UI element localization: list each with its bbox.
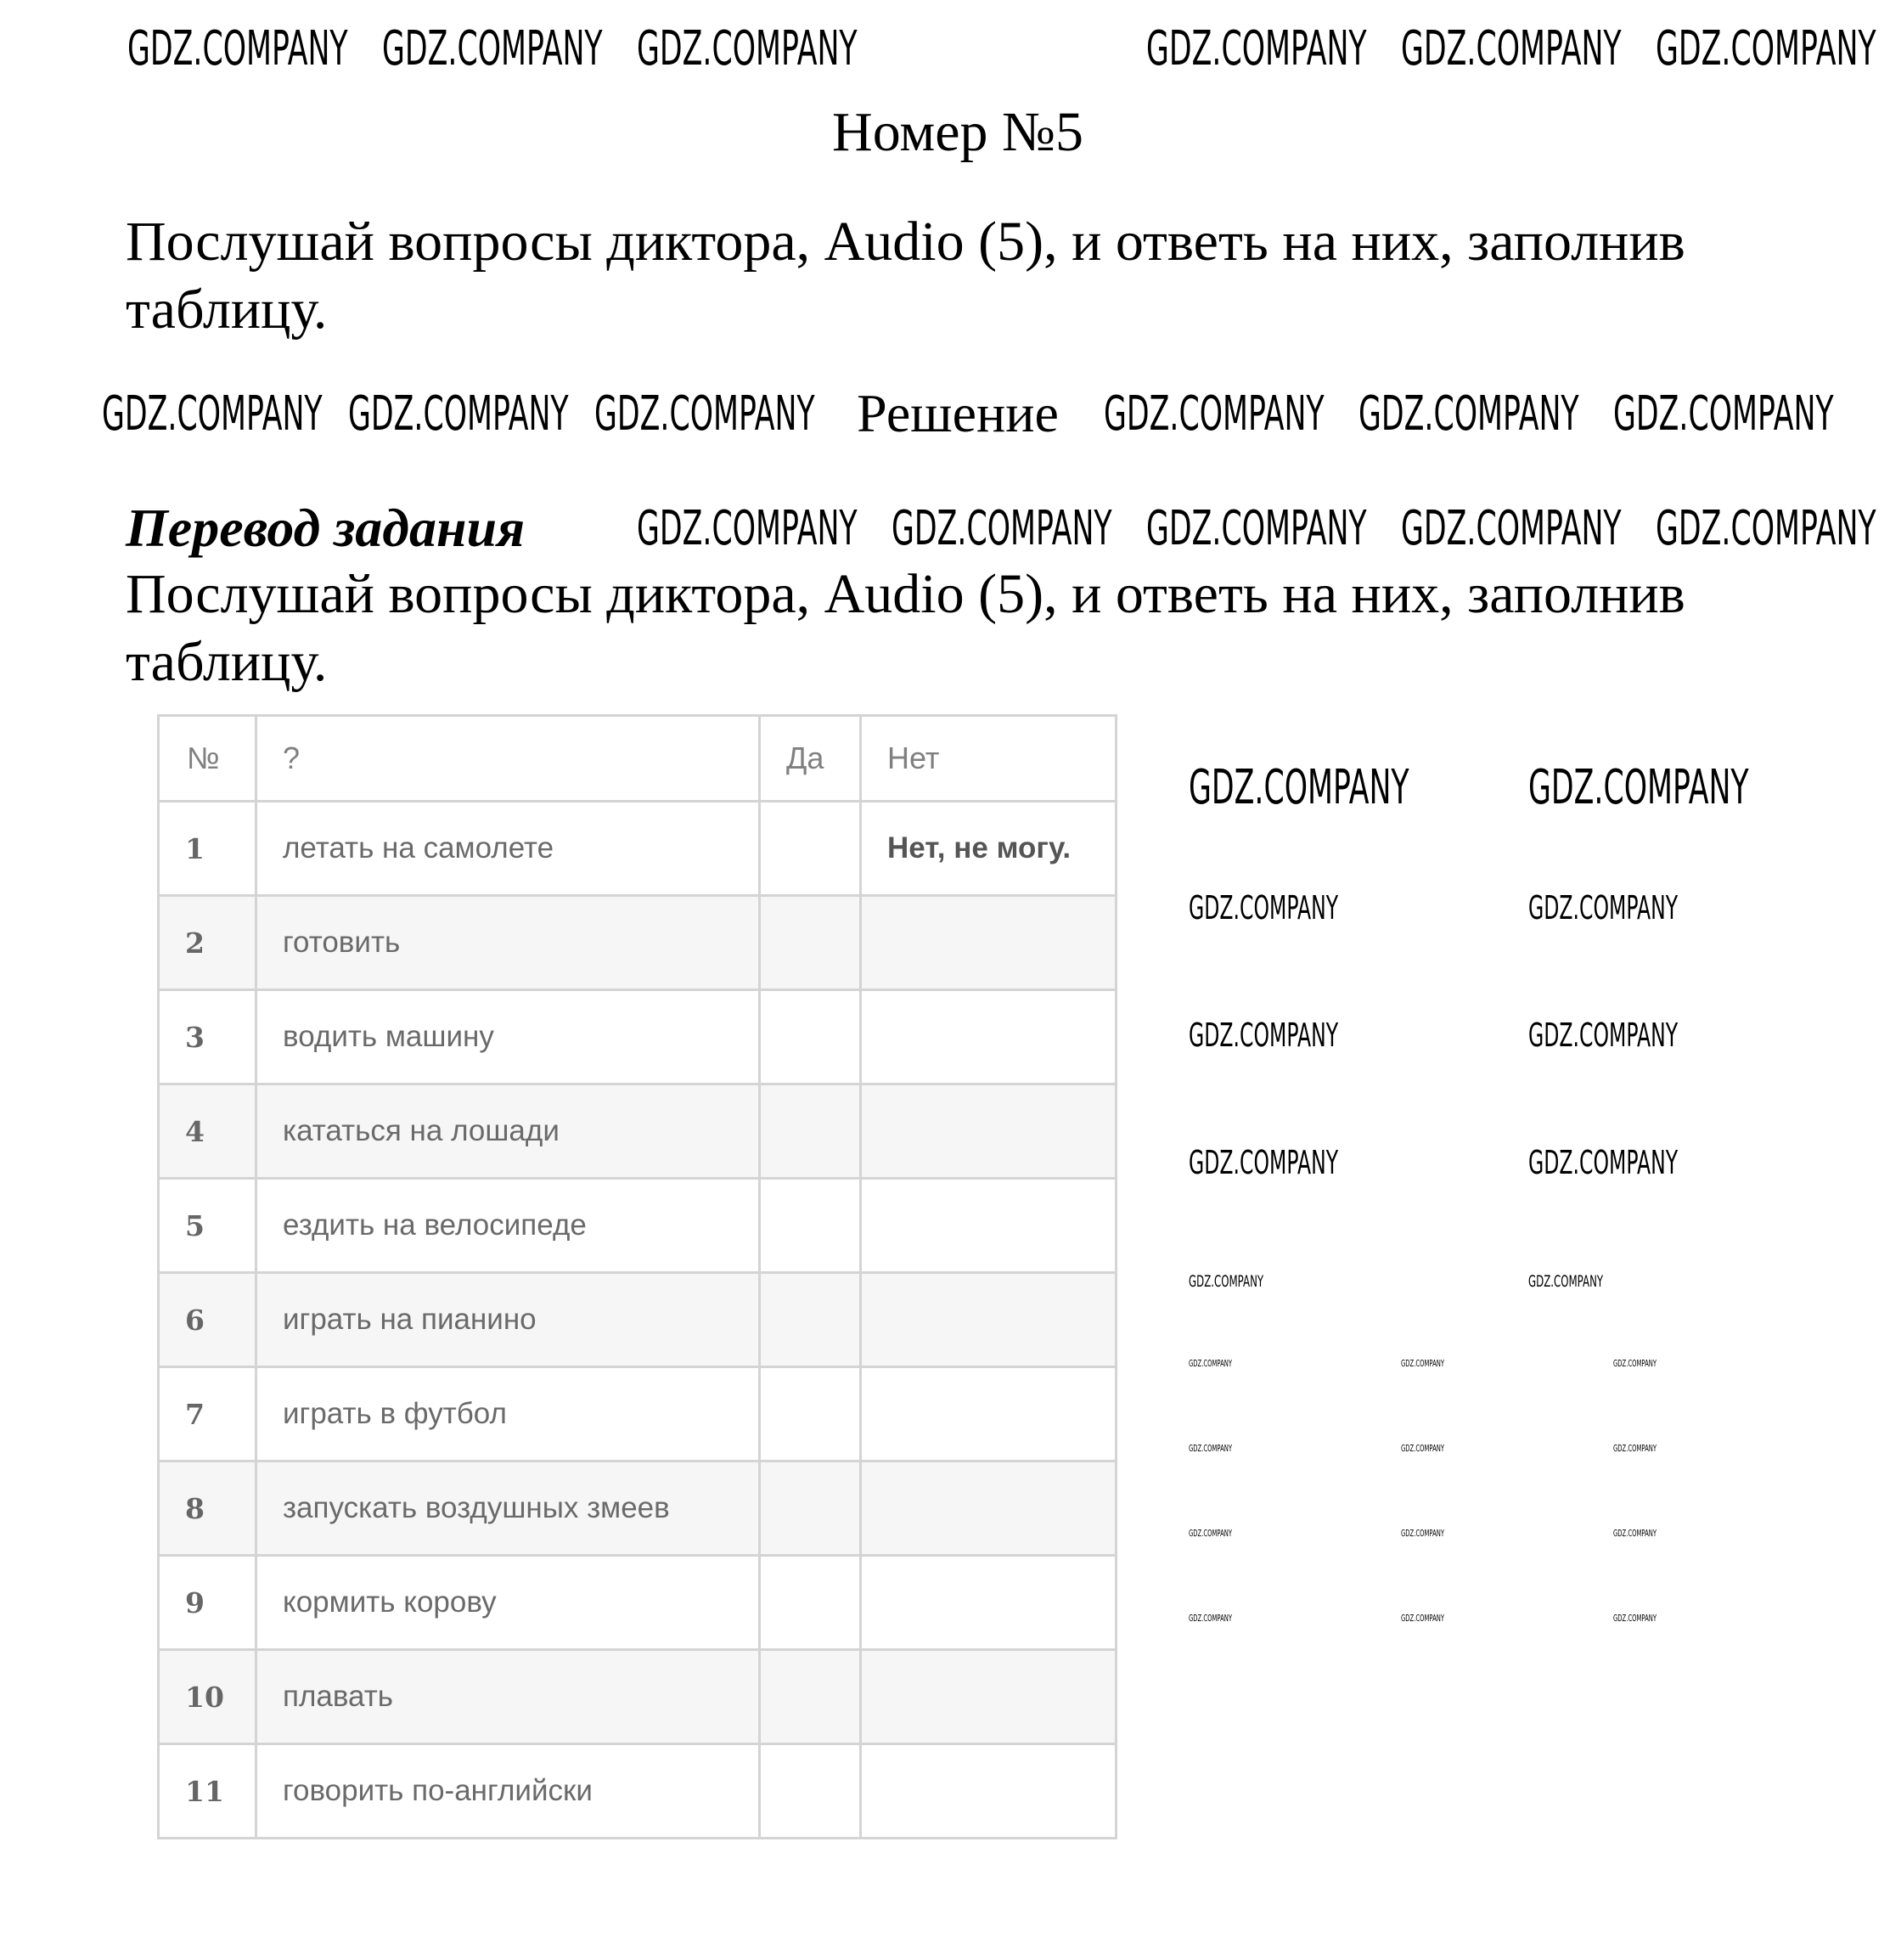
watermark: GDZ.COMPANY [1613, 386, 1834, 442]
header-question: ? [256, 716, 760, 802]
watermark: GDZ.COMPANY [1401, 501, 1622, 556]
row-question: играть на пианино [256, 1273, 760, 1367]
watermark: GDZ.COMPANY [1656, 21, 1876, 76]
row-question: кормить корову [256, 1556, 760, 1650]
row-no-cell [861, 1462, 1117, 1556]
row-yes-cell [760, 1273, 861, 1367]
row-yes-cell [760, 1650, 861, 1744]
row-number: 5 [159, 1179, 256, 1273]
row-yes-cell [760, 1367, 861, 1462]
row-no-cell [861, 1273, 1117, 1367]
table-row [159, 802, 1117, 896]
row-yes-cell [760, 1744, 861, 1839]
watermark: GDZ.COMPANY [1189, 1017, 1339, 1054]
row-question: говорить по-английски [256, 1744, 760, 1839]
row-number: 8 [159, 1462, 256, 1556]
table-row [159, 1367, 1117, 1462]
row-number: 1 [159, 802, 256, 896]
row-no-cell [861, 1556, 1117, 1650]
watermark: GDZ.COMPANY [1656, 501, 1876, 556]
row-question: летать на самолете [256, 802, 760, 896]
watermark: GDZ.COMPANY [382, 21, 603, 76]
watermark: GDZ.COMPANY [1189, 760, 1409, 815]
table-row [159, 1462, 1117, 1556]
watermark: GDZ.COMPANY [892, 501, 1112, 556]
translation-text: Послушай вопросы диктора, Audio (5), и ответь на них, заполнив таблицу. [126, 563, 1685, 693]
watermark: GDZ.COMPANY [1189, 1528, 1233, 1539]
watermark: GDZ.COMPANY [1146, 501, 1367, 556]
watermark: GDZ.COMPANY [1528, 1017, 1679, 1054]
row-question: водить машину [256, 990, 760, 1084]
row-number: 10 [159, 1650, 256, 1744]
watermark: GDZ.COMPANY [348, 386, 569, 442]
row-number: 3 [159, 990, 256, 1084]
watermark: GDZ.COMPANY [1189, 889, 1339, 926]
row-no-cell [861, 1744, 1117, 1839]
row-no-cell [861, 1367, 1117, 1462]
watermark: GDZ.COMPANY [1146, 21, 1367, 76]
table-row [159, 1744, 1117, 1839]
table-row [159, 1084, 1117, 1179]
table-row [159, 1273, 1117, 1367]
row-question: готовить [256, 896, 760, 990]
table-row [159, 1179, 1117, 1273]
watermark: GDZ.COMPANY [637, 501, 858, 556]
row-number: 2 [159, 896, 256, 990]
row-no-cell [861, 1084, 1117, 1179]
row-yes-cell [760, 990, 861, 1084]
watermark: GDZ.COMPANY [1189, 1613, 1233, 1624]
watermark: GDZ.COMPANY [1189, 1358, 1233, 1369]
row-number: 6 [159, 1273, 256, 1367]
row-yes-cell [760, 1462, 861, 1556]
row-number: 4 [159, 1084, 256, 1179]
watermark: GDZ.COMPANY [1189, 1272, 1264, 1291]
table-row [159, 990, 1117, 1084]
header-number: № [159, 716, 256, 802]
watermark: GDZ.COMPANY [1528, 1144, 1679, 1181]
row-no-cell [861, 1179, 1117, 1273]
table-row [159, 1556, 1117, 1650]
row-question: кататься на лошади [256, 1084, 760, 1179]
translation-heading: Перевод задания [126, 498, 526, 558]
row-no-cell: Нет, не могу. [861, 802, 1117, 896]
watermark: GDZ.COMPANY [594, 386, 815, 442]
watermark: GDZ.COMPANY [1104, 386, 1325, 442]
watermark: GDZ.COMPANY [1528, 1272, 1604, 1291]
row-question: играть в футбол [256, 1367, 760, 1462]
watermark: GDZ.COMPANY [1189, 1144, 1339, 1181]
row-no-cell [861, 990, 1117, 1084]
watermark: GDZ.COMPANY [102, 386, 323, 442]
watermark: GDZ.COMPANY [127, 21, 348, 76]
watermark: GDZ.COMPANY [1613, 1358, 1657, 1369]
row-no-cell [861, 896, 1117, 990]
table-row [159, 896, 1117, 990]
table-header-row [159, 716, 1117, 802]
header-no: Нет [861, 716, 1117, 802]
table-row [159, 1650, 1117, 1744]
row-yes-cell [760, 1084, 861, 1179]
watermark: GDZ.COMPANY [1401, 1443, 1445, 1454]
row-number: 7 [159, 1367, 256, 1462]
watermark: GDZ.COMPANY [1401, 1613, 1445, 1624]
watermark: GDZ.COMPANY [1613, 1528, 1657, 1539]
watermark: GDZ.COMPANY [1528, 760, 1749, 815]
row-question: запускать воздушных змеев [256, 1462, 760, 1556]
watermark: GDZ.COMPANY [637, 21, 858, 76]
row-yes-cell [760, 802, 861, 896]
watermark: GDZ.COMPANY [1358, 386, 1579, 442]
row-question: плавать [256, 1650, 760, 1744]
solution-heading: Решение [857, 383, 1059, 443]
task-text: Послушай вопросы диктора, Audio (5), и ответь на них, заполнив таблицу. [126, 211, 1685, 341]
page-title: Номер №5 [832, 101, 1083, 163]
header-yes: Да [760, 716, 861, 802]
row-yes-cell [760, 1179, 861, 1273]
answer-table [157, 714, 1117, 1839]
watermark: GDZ.COMPANY [1401, 1528, 1445, 1539]
row-question: ездить на велосипеде [256, 1179, 760, 1273]
row-number: 11 [159, 1744, 256, 1839]
watermark: GDZ.COMPANY [1613, 1443, 1657, 1454]
row-no-cell [861, 1650, 1117, 1744]
row-yes-cell [760, 896, 861, 990]
row-number: 9 [159, 1556, 256, 1650]
watermark: GDZ.COMPANY [1401, 21, 1622, 76]
watermark: GDZ.COMPANY [1613, 1613, 1657, 1624]
watermark: GDZ.COMPANY [1401, 1358, 1445, 1369]
row-yes-cell [760, 1556, 861, 1650]
watermark: GDZ.COMPANY [1528, 889, 1679, 926]
watermark: GDZ.COMPANY [1189, 1443, 1233, 1454]
